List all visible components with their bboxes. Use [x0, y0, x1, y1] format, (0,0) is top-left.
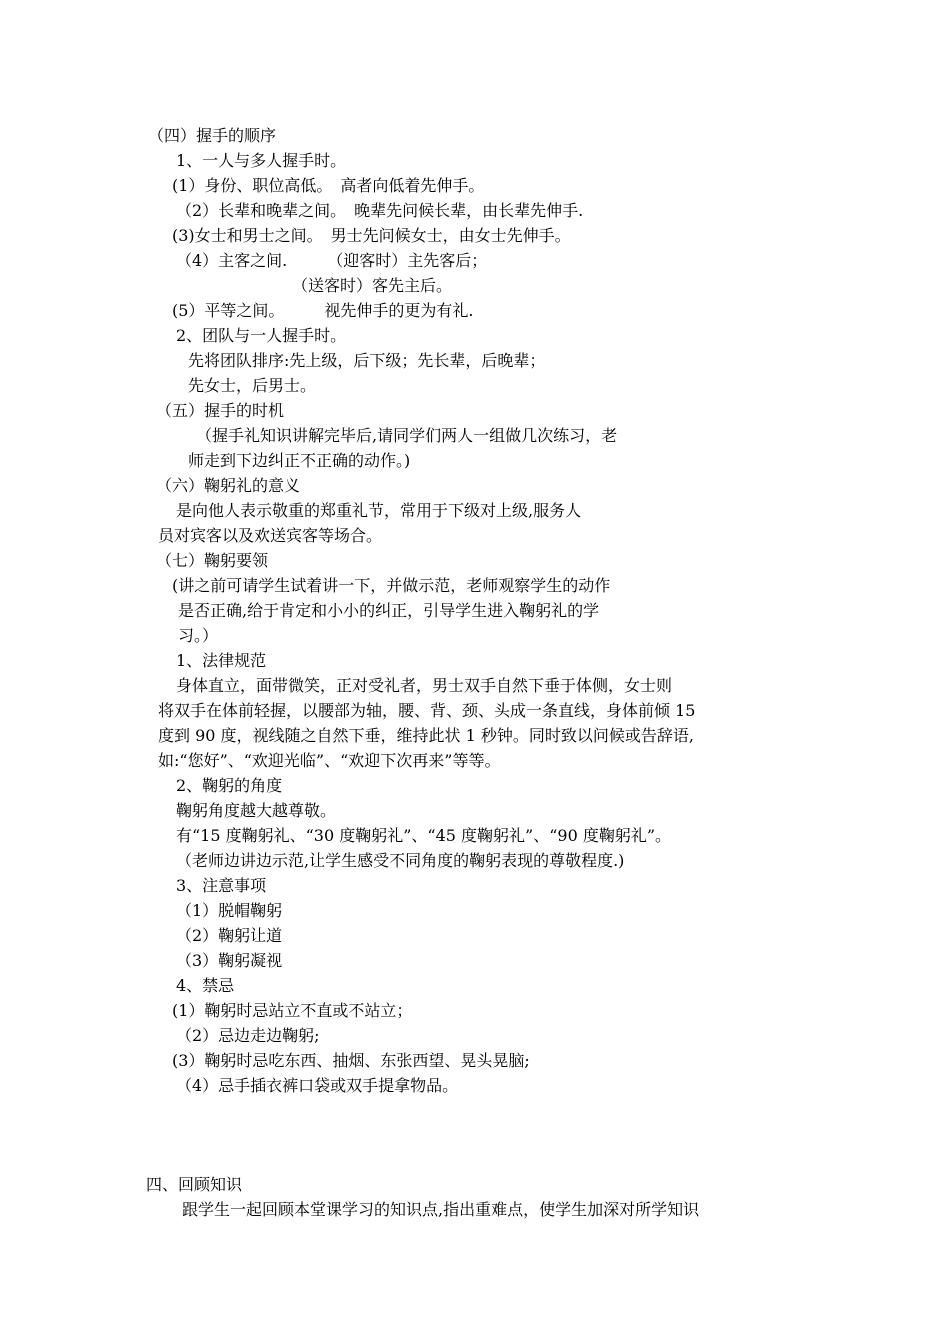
text-line: （4）主客之间. （迎客时）主先客后；	[176, 251, 488, 270]
text-line: （握手礼知识讲解完毕后,请同学们两人一组做几次练习，老	[196, 426, 618, 445]
text-line: 2、鞠躬的角度	[176, 776, 283, 795]
text-line: 将双手在体前轻握，以腰部为轴，腰、背、颈、头成一条直线，身体前倾 15	[158, 701, 696, 720]
section-heading: （四）握手的顺序	[148, 126, 277, 145]
text-line: 1、法律规范	[176, 651, 267, 670]
text-line: 1、一人与多人握手时。	[176, 151, 347, 170]
section-heading: 四、回顾知识	[146, 1175, 243, 1194]
text-line: 2、团队与一人握手时。	[176, 326, 347, 345]
text-line: （1）脱帽鞠躬	[176, 901, 283, 920]
text-line: 如:“您好”、“欢迎光临”、“欢迎下次再来”等等。	[158, 751, 501, 770]
text-line: （2）忌边走边鞠躬;	[176, 1026, 320, 1045]
text-line: 员对宾客以及欢送宾客等场合。	[158, 526, 383, 545]
text-line: 先女士，后男士。	[188, 376, 317, 395]
text-line: 师走到下边纠正不正确的动作。)	[188, 451, 411, 470]
text-line: (讲之前可请学生试着讲一下，并做示范，老师观察学生的动作	[172, 576, 611, 595]
text-line: 4、禁忌	[176, 976, 235, 995]
text-line: 是向他人表示敬重的郑重礼节，常用于下级对上级,服务人	[176, 501, 582, 520]
text-line: （2）长辈和晚辈之间。 晚辈先问候长辈，由长辈先伸手.	[176, 201, 584, 220]
text-line: (3）鞠躬时忌吃东西、抽烟、东张西望、晃头晃脑;	[172, 1051, 530, 1070]
text-line: (1）身份、职位高低。 高者向低着先伸手。	[172, 176, 485, 195]
text-line: 先将团队排序:先上级，后下级；先长辈，后晚辈；	[188, 351, 546, 370]
text-line: (1）鞠躬时忌站立不直或不站立；	[172, 1001, 413, 1020]
text-line: 3、注意事项	[176, 876, 267, 895]
text-line: （送客时）客先主后。	[292, 276, 453, 295]
text-line: (5）平等之间。 视先伸手的更为有礼.	[172, 301, 474, 320]
text-line: 是否正确,给于肯定和小小的纠正，引导学生进入鞠躬礼的学	[178, 601, 600, 620]
text-line: 度到 90 度，视线随之自然下垂，维持此状 1 秒钟。同时致以问候或告辞语,	[158, 726, 694, 745]
section-heading: （七）鞠躬要领	[156, 551, 269, 570]
text-line: （老师边讲边示范,让学生感受不同角度的鞠躬表现的尊敬程度.)	[176, 851, 625, 870]
text-line: 有“15 度鞠躬礼、“30 度鞠躬礼”、“45 度鞠躬礼”、“90 度鞠躬礼”。	[176, 826, 672, 845]
text-line: （2）鞠躬让道	[176, 926, 283, 945]
section-heading: （六）鞠躬礼的意义	[156, 476, 301, 495]
text-line: 习。）	[178, 626, 219, 645]
text-line: 跟学生一起回顾本堂课学习的知识点,指出重难点，使学生加深对所学知识	[182, 1200, 700, 1219]
text-line: （3）鞠躬凝视	[176, 951, 283, 970]
text-line: （4）忌手插衣裤口袋或双手提拿物品。	[176, 1076, 459, 1095]
text-line: 身体直立，面带微笑，正对受礼者，男士双手自然下垂于体侧，女士则	[176, 676, 673, 695]
section-heading: （五）握手的时机	[156, 401, 285, 420]
text-line: 鞠躬角度越大越尊敬。	[176, 801, 337, 820]
text-line: (3)女士和男士之间。 男士先问候女士，由女士先伸手。	[172, 226, 571, 245]
